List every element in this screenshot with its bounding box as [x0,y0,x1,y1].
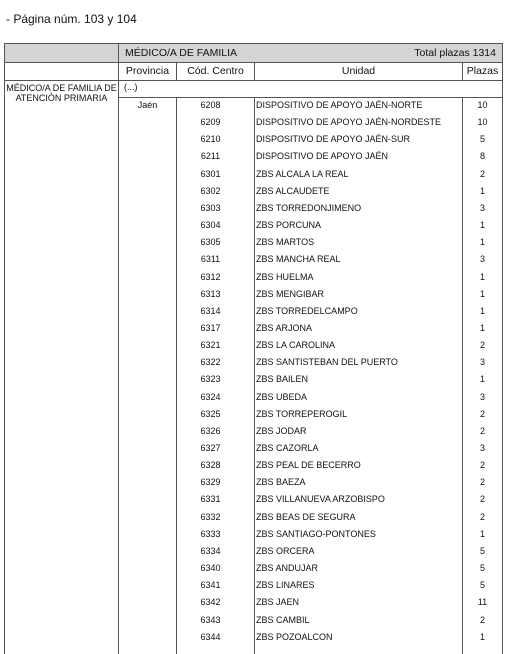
plazas-cell: 2 [479,168,485,179]
plazas-cell: 2 [479,511,485,522]
table-row [119,286,502,303]
unidad-cell: ZBS TORREPEROGIL [256,408,348,419]
centro-code-cell: 6313 [200,288,221,299]
plazas-cell: 8 [479,151,485,162]
table-row [119,303,502,320]
table-row [119,320,502,337]
plazas-cell: 3 [479,202,485,213]
plazas-cell: 5 [479,545,485,556]
plazas-cell: 1 [479,374,485,385]
unidad-cell: ZBS ALCALA LA REAL [256,168,349,179]
col-plazas: Plazas [466,65,499,77]
unidad-cell: ZBS SANTISTEBAN DEL PUERTO [256,357,398,368]
centro-code-cell: 6303 [200,202,221,213]
col-cod-centro: Cód. Centro [187,65,244,77]
plazas-cell: 2 [479,460,485,471]
plazas-cell: 11 [477,597,488,608]
plazas-cell: 5 [479,580,485,591]
centro-code-cell: 6333 [200,528,221,539]
centro-code-cell: 6311 [200,254,221,265]
table-row [119,560,502,577]
plazas-cell: 3 [479,443,485,453]
column-headers [5,63,502,81]
header-blank-cell [5,44,119,62]
plazas-table [4,43,503,654]
centro-code-cell: 6322 [200,357,221,368]
unidad-cell: ZBS PEAL DE BECERRO [256,460,361,471]
table-row [119,371,502,388]
specialty-title: MÉDICO/A DE FAMILIA [125,47,238,59]
centro-code-cell: 6327 [200,443,221,453]
centro-code-cell: 6209 [200,117,221,128]
plazas-cell: 2 [479,614,485,625]
centro-code-cell: 6334 [200,545,221,556]
table-row [119,577,502,594]
centro-code-cell: 6342 [200,597,221,608]
unidad-cell: ZBS ARJONA [256,322,313,333]
table-row [119,440,502,457]
unidad-cell: DISPOSITIVO DE APOYO JAÉN-NORTE [256,100,423,110]
plazas-cell: 10 [477,117,488,128]
centro-code-cell: 6302 [200,185,221,196]
centro-code-cell: 6343 [200,614,221,625]
unidad-cell: ZBS LINARES [256,580,315,591]
centro-code-cell: 6211 [200,151,221,162]
plazas-cell: 2 [479,340,485,351]
table-row [119,629,502,646]
unidad-cell: ZBS JAEN [256,597,300,608]
plazas-cell: 5 [479,134,485,145]
provincia-cell: Jaén [137,100,158,110]
col-provincia: Provincia [125,65,170,77]
centro-code-cell: 6325 [200,408,221,419]
table-row [119,406,502,423]
unidad-cell: ZBS BAEZA [256,477,306,488]
centro-code-cell: 6314 [200,305,221,316]
unidad-cell: DISPOSITIVO DE APOYO JAÉN-SUR [256,134,411,145]
unidad-cell: ZBS TORREDELCAMPO [256,305,358,316]
ellipsis-marker: (...) [124,82,138,92]
unidad-cell: ZBS CAMBIL [256,614,310,625]
unidad-cell: ZBS MENGIBAR [256,288,325,299]
centro-code-cell: 6312 [200,271,221,282]
table-row [119,526,502,543]
category-label: MÉDICO/A DE FAMILIA DE ATENCIÓN PRIMARIA [6,83,117,103]
centro-code-cell: 6323 [200,374,221,385]
unidad-cell: ZBS ORCERA [256,545,315,556]
centro-code-cell: 6332 [200,511,221,522]
unidad-cell: ZBS MARTOS [256,237,315,248]
centro-code-cell: 6340 [200,563,221,574]
centro-code-cell: 6321 [200,340,221,351]
table-row [119,612,502,629]
table-row [119,166,502,183]
centro-code-cell: 6331 [200,494,221,505]
centro-code-cell: 6317 [200,322,221,333]
col-unidad: Unidad [341,65,376,77]
table-row [119,543,502,560]
centro-code-cell: 6326 [200,425,221,436]
plazas-cell: 1 [479,322,485,333]
unidad-cell: ZBS MANCHA REAL [256,254,341,265]
table-row [119,183,502,200]
plazas-cell: 2 [479,408,485,419]
unidad-cell: ZBS BAILEN [256,374,309,385]
total-plazas: Total plazas 1314 [414,47,496,59]
table-row [119,131,502,148]
plazas-cell: 3 [479,357,485,368]
unidad-cell: ZBS ANDUJAR [256,563,319,574]
plazas-cell: 1 [479,631,485,642]
centro-code-cell: 6305 [200,237,221,248]
table-row [119,423,502,440]
plazas-cell: 1 [479,305,485,316]
unidad-cell: ZBS SANTIAGO-PONTONES [256,528,376,539]
plazas-cell: 1 [479,271,485,282]
plazas-cell: 2 [479,425,485,436]
table-row [119,509,502,526]
plazas-cell: 2 [479,494,485,505]
table-row [119,491,502,508]
table-row [119,148,502,165]
centro-code-cell: 6301 [200,168,221,179]
unidad-cell: ZBS VILLANUEVA ARZOBISPO [256,494,385,505]
table-row [119,594,502,611]
unidad-cell: ZBS ALCAUDETE [256,185,330,196]
table-row [119,251,502,268]
plazas-cell: 1 [479,185,485,196]
table-row [119,234,502,251]
centro-code-cell: 6210 [200,134,221,145]
plazas-cell: 3 [479,254,485,265]
plazas-cell: 1 [479,220,485,231]
unidad-cell: DISPOSITIVO DE APOYO JAÉN [256,151,389,162]
unidad-cell: ZBS HUELMA [256,271,314,282]
unidad-cell: ZBS PORCUNA [256,220,322,231]
table-row [119,354,502,371]
plazas-cell: 2 [479,477,485,488]
table-body [5,81,502,654]
table-row [119,114,502,131]
unidad-cell: ZBS CAZORLA [256,443,319,453]
centro-code-cell: 6328 [200,460,221,471]
table-row [119,200,502,217]
centro-code-cell: 6324 [200,391,221,402]
centro-code-cell: 6329 [200,477,221,488]
unidad-cell: ZBS UBEDA [256,391,308,402]
centro-code-cell: 6341 [200,580,221,591]
plazas-cell: 10 [477,100,488,110]
unidad-cell: ZBS JODAR [256,425,307,436]
table-row [119,389,502,406]
table-row [119,457,502,474]
plazas-cell: 5 [479,563,485,574]
unidad-cell: ZBS POZOALCON [256,631,333,642]
plazas-cell: 3 [479,391,485,402]
page-reference: - Página núm. 103 y 104 [6,12,137,26]
plazas-cell: 1 [479,237,485,248]
table-row [119,337,502,354]
plazas-cell: 1 [479,288,485,299]
unidad-cell: ZBS LA CAROLINA [256,340,336,351]
table-row [119,217,502,234]
plazas-cell: 1 [479,528,485,539]
unidad-cell: ZBS TORREDONJIMENO [256,202,362,213]
unidad-cell: DISPOSITIVO DE APOYO JAÉN-NORDESTE [256,117,442,128]
table-row [119,97,502,114]
table-header [5,44,502,63]
table-row [119,269,502,286]
table-row [119,474,502,491]
centro-code-cell: 6304 [200,220,221,231]
unidad-cell: ZBS BEAS DE SEGURA [256,511,356,522]
centro-code-cell: 6344 [200,631,221,642]
centro-code-cell: 6208 [200,100,221,110]
